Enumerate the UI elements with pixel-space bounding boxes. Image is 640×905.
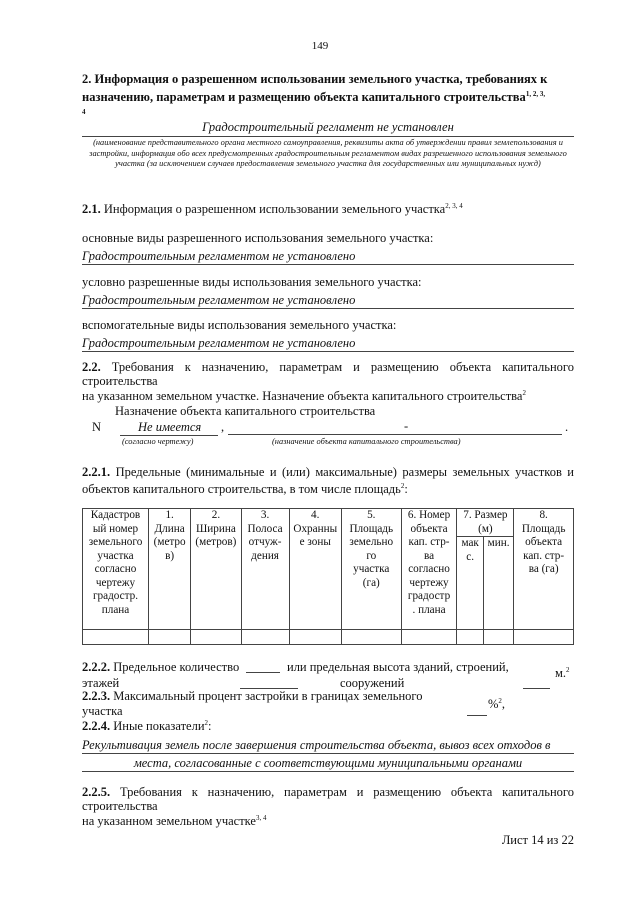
table-cell — [514, 630, 574, 645]
parameters-table — [82, 508, 574, 645]
conditional-uses-value: Градостроительным регламентом не установлено — [82, 293, 574, 309]
header-line: согласно — [408, 563, 450, 575]
section-2-2-3-footnote-ref: 2 — [498, 697, 502, 705]
header-line: 8. — [539, 509, 548, 521]
header-line: в) — [165, 549, 175, 562]
header-line: Кадастров — [90, 509, 141, 521]
section-2-title: 2. Информация о разрешенном использовании земельного участка, требованиях к назначению, параметрам и размещению объекта капитального строительства — [82, 72, 548, 105]
n-comma: , — [221, 420, 225, 434]
regulation-note: (наименование представительного органа местного самоуправления, реквизиты акта об утверждении правил землепользования и застройки, информация обо всех предусмотренных градостроительным регламентом видах разрешенного использования земельного участка (за исключением случаев предоставления земельного участка для государственных или муниципальных нужд) — [89, 138, 567, 168]
header-line: Площадь — [349, 522, 394, 535]
other-indicators-line2: места, согласованные с соответствующими муниципальными органами — [82, 756, 574, 772]
header-size-max — [457, 537, 483, 630]
auxiliary-uses-value: Градостроительным регламентом не установлено — [82, 336, 574, 352]
purpose-value-dash: - — [404, 419, 409, 433]
sheet-counter: Лист 14 из 22 — [501, 833, 574, 847]
header-line: чертежу — [95, 576, 136, 589]
section-2-2-2-number: 2.2.2. — [82, 660, 111, 674]
section-2-2-5-text1: Требования к назначению, параметрам и размещению объекта капитального строительства — [82, 785, 574, 813]
section-2-2-number: 2.2. — [82, 360, 101, 374]
header-line: мин. — [487, 537, 510, 549]
header-line: 1. — [165, 509, 174, 521]
percent-blank — [467, 715, 487, 716]
table-cell — [341, 630, 401, 645]
header-line: участка — [97, 549, 134, 562]
section-2-2-text — [82, 360, 574, 388]
header-line: согласно — [94, 563, 137, 575]
header-line: е зоны — [299, 536, 331, 548]
header-line: Ширина — [196, 522, 236, 535]
header-line: плана — [101, 603, 130, 616]
section-2-2-text-line2: на указанном земельном участке. Назначение объекта капитального строительства — [82, 389, 523, 404]
section-2-1-number: 2.1. — [82, 202, 101, 217]
table-header-row — [83, 509, 574, 537]
header-line: 4. — [311, 509, 320, 521]
header-line: (метро — [153, 536, 186, 548]
purpose-label: Назначение объекта капитального строительства — [115, 404, 376, 418]
header-line: (га) — [362, 576, 380, 589]
header-line: объекта — [525, 536, 563, 548]
section-2-2-3-text1: Максимальный процент застройки в границах земельного — [113, 689, 423, 703]
header-line: 6. Номер — [407, 509, 451, 521]
section-2-2-3-text2: участка — [82, 704, 123, 718]
conditional-uses-label: условно разрешенные виды использования земельного участка: — [82, 275, 422, 289]
header-line: . плана — [412, 603, 446, 616]
header-line: (метров) — [195, 536, 237, 548]
section-2-2-4-text: Иные показатели — [113, 719, 205, 734]
section-2-2-text-line2-wrap — [82, 389, 526, 404]
header-size-min — [483, 537, 513, 630]
height-unit-label: м. — [555, 666, 567, 681]
auxiliary-uses-label: вспомогательные виды использования земельного участка: — [82, 318, 397, 332]
table-cell — [191, 630, 241, 645]
header-line: 2. — [211, 509, 221, 521]
n-note: (согласно чертежу) — [122, 437, 194, 446]
header-line: Охранны — [293, 522, 338, 535]
section-2-2-5-line2 — [82, 814, 266, 829]
height-unit — [555, 666, 570, 681]
header-line: (м) — [478, 522, 493, 535]
header-line: объекта — [410, 522, 448, 535]
table-cell — [483, 630, 513, 645]
header-line: 3. — [260, 509, 270, 521]
table-cell — [241, 630, 289, 645]
structures-label: сооружений — [340, 676, 405, 690]
page-number: 149 — [311, 40, 329, 52]
purpose-note: (назначение объекта капитального строительства) — [272, 437, 461, 446]
section-2-2-1-body: Предельные (минимальные и (или) максимальные) размеры земельных участков и объектов капитального строительства, в том числе площадь — [82, 465, 575, 497]
header-line: с. — [466, 550, 475, 563]
header-line: дения — [251, 549, 279, 562]
header-line: земельно — [349, 536, 394, 548]
section-2-1-footnote-refs: 2, 3, 4 — [445, 202, 463, 210]
height-blank — [523, 688, 550, 689]
header-width — [191, 509, 241, 630]
header-object-number — [401, 509, 457, 630]
section-2-2-1-text — [82, 465, 574, 496]
section-2-2-2-text2: или предельная высота зданий, строений, — [287, 660, 509, 674]
purpose-underline — [228, 434, 562, 435]
section-2-1-heading — [82, 202, 463, 217]
header-line: ва (га) — [528, 563, 559, 575]
header-size — [457, 509, 514, 537]
header-exclusion-strip — [241, 509, 289, 630]
header-line: земельного — [88, 536, 143, 548]
section-2-2-1-footnote-ref: 2 — [400, 482, 405, 490]
section-2-2-4-number: 2.2.4. — [82, 719, 111, 734]
floors-label: этажей — [82, 676, 120, 690]
header-line: Длина — [154, 522, 185, 535]
section-2-2-2-line1 — [82, 660, 239, 675]
table-row — [83, 630, 574, 645]
header-cadastral-number — [83, 509, 149, 630]
section-2-2-3-line1 — [82, 689, 423, 704]
section-2-footnote-refs: 1, 2, 3, — [525, 90, 546, 98]
header-length — [149, 509, 191, 630]
percent-unit — [488, 697, 505, 712]
header-line: ый номер — [92, 522, 139, 535]
header-line: градостр. — [92, 590, 139, 602]
section-2-2-5-number: 2.2.5. — [82, 785, 111, 799]
main-uses-value: Градостроительным регламентом не установлено — [82, 249, 574, 265]
header-protection-zones — [289, 509, 341, 630]
percent-unit-label: % — [488, 697, 499, 712]
section-2-1-title: Информация о разрешенном использовании земельного участка — [103, 202, 446, 217]
section-2-2-4-heading — [82, 719, 212, 734]
header-line: го — [366, 549, 377, 562]
section-2-2-2-footnote-ref: 2 — [566, 666, 570, 674]
section-2-2-1-number: 2.2.1. — [82, 465, 111, 479]
section-2-2-2-text1: Предельное количество — [113, 660, 240, 674]
header-line: чертежу — [409, 576, 449, 589]
floors-count-blank — [246, 672, 280, 673]
header-line: участка — [353, 563, 390, 575]
section-2-2-5-text — [82, 785, 574, 813]
regulation-value: Градостроительный регламент не установлен — [82, 120, 574, 137]
header-line: мак — [461, 537, 479, 549]
main-uses-label: основные виды разрешенного использования земельного участка: — [82, 231, 434, 245]
section-2-heading — [82, 72, 574, 123]
section-2-2-text-line1: Требования к назначению, параметрам и размещению объекта капитального строительства — [82, 360, 574, 388]
section-2-2-5-footnote-refs: 3, 4 — [255, 814, 267, 822]
table-cell — [289, 630, 341, 645]
section-2-2-5-text2: на указанном земельном участке — [82, 814, 256, 829]
header-line: 5. — [367, 509, 376, 521]
table-cell — [457, 630, 483, 645]
header-plot-area — [341, 509, 401, 630]
header-line: градостр — [407, 590, 451, 602]
header-line: Полоса — [247, 522, 283, 535]
n-label: N — [92, 420, 102, 434]
header-line: отчуж- — [248, 536, 282, 548]
table-cell — [83, 630, 149, 645]
other-indicators-line1: Рекультивация земель после завершения строительства объекта, вывоз всех отходов в — [82, 738, 574, 754]
section-2-2-4-footnote-ref: 2 — [204, 719, 209, 727]
table-cell — [401, 630, 457, 645]
section-2-footnote-refs-cont: 4 — [82, 108, 86, 117]
header-line: кап. стр- — [408, 536, 450, 548]
header-line: ва — [423, 549, 435, 562]
table-cell — [149, 630, 191, 645]
section-2-2-3-number: 2.2.3. — [82, 689, 111, 703]
n-value: Не имеется — [120, 420, 218, 436]
purpose-period: . — [565, 420, 569, 434]
header-line: 7. Размер — [463, 509, 508, 521]
header-line: Площадь — [521, 522, 566, 535]
section-2-2-1-colon: : — [404, 482, 408, 497]
section-2-2-footnote-ref: 2 — [522, 389, 526, 397]
percent-comma: , — [501, 697, 506, 712]
section-2-2-4-colon: : — [208, 719, 212, 734]
header-object-area — [514, 509, 574, 630]
header-line: кап. стр- — [523, 549, 565, 562]
